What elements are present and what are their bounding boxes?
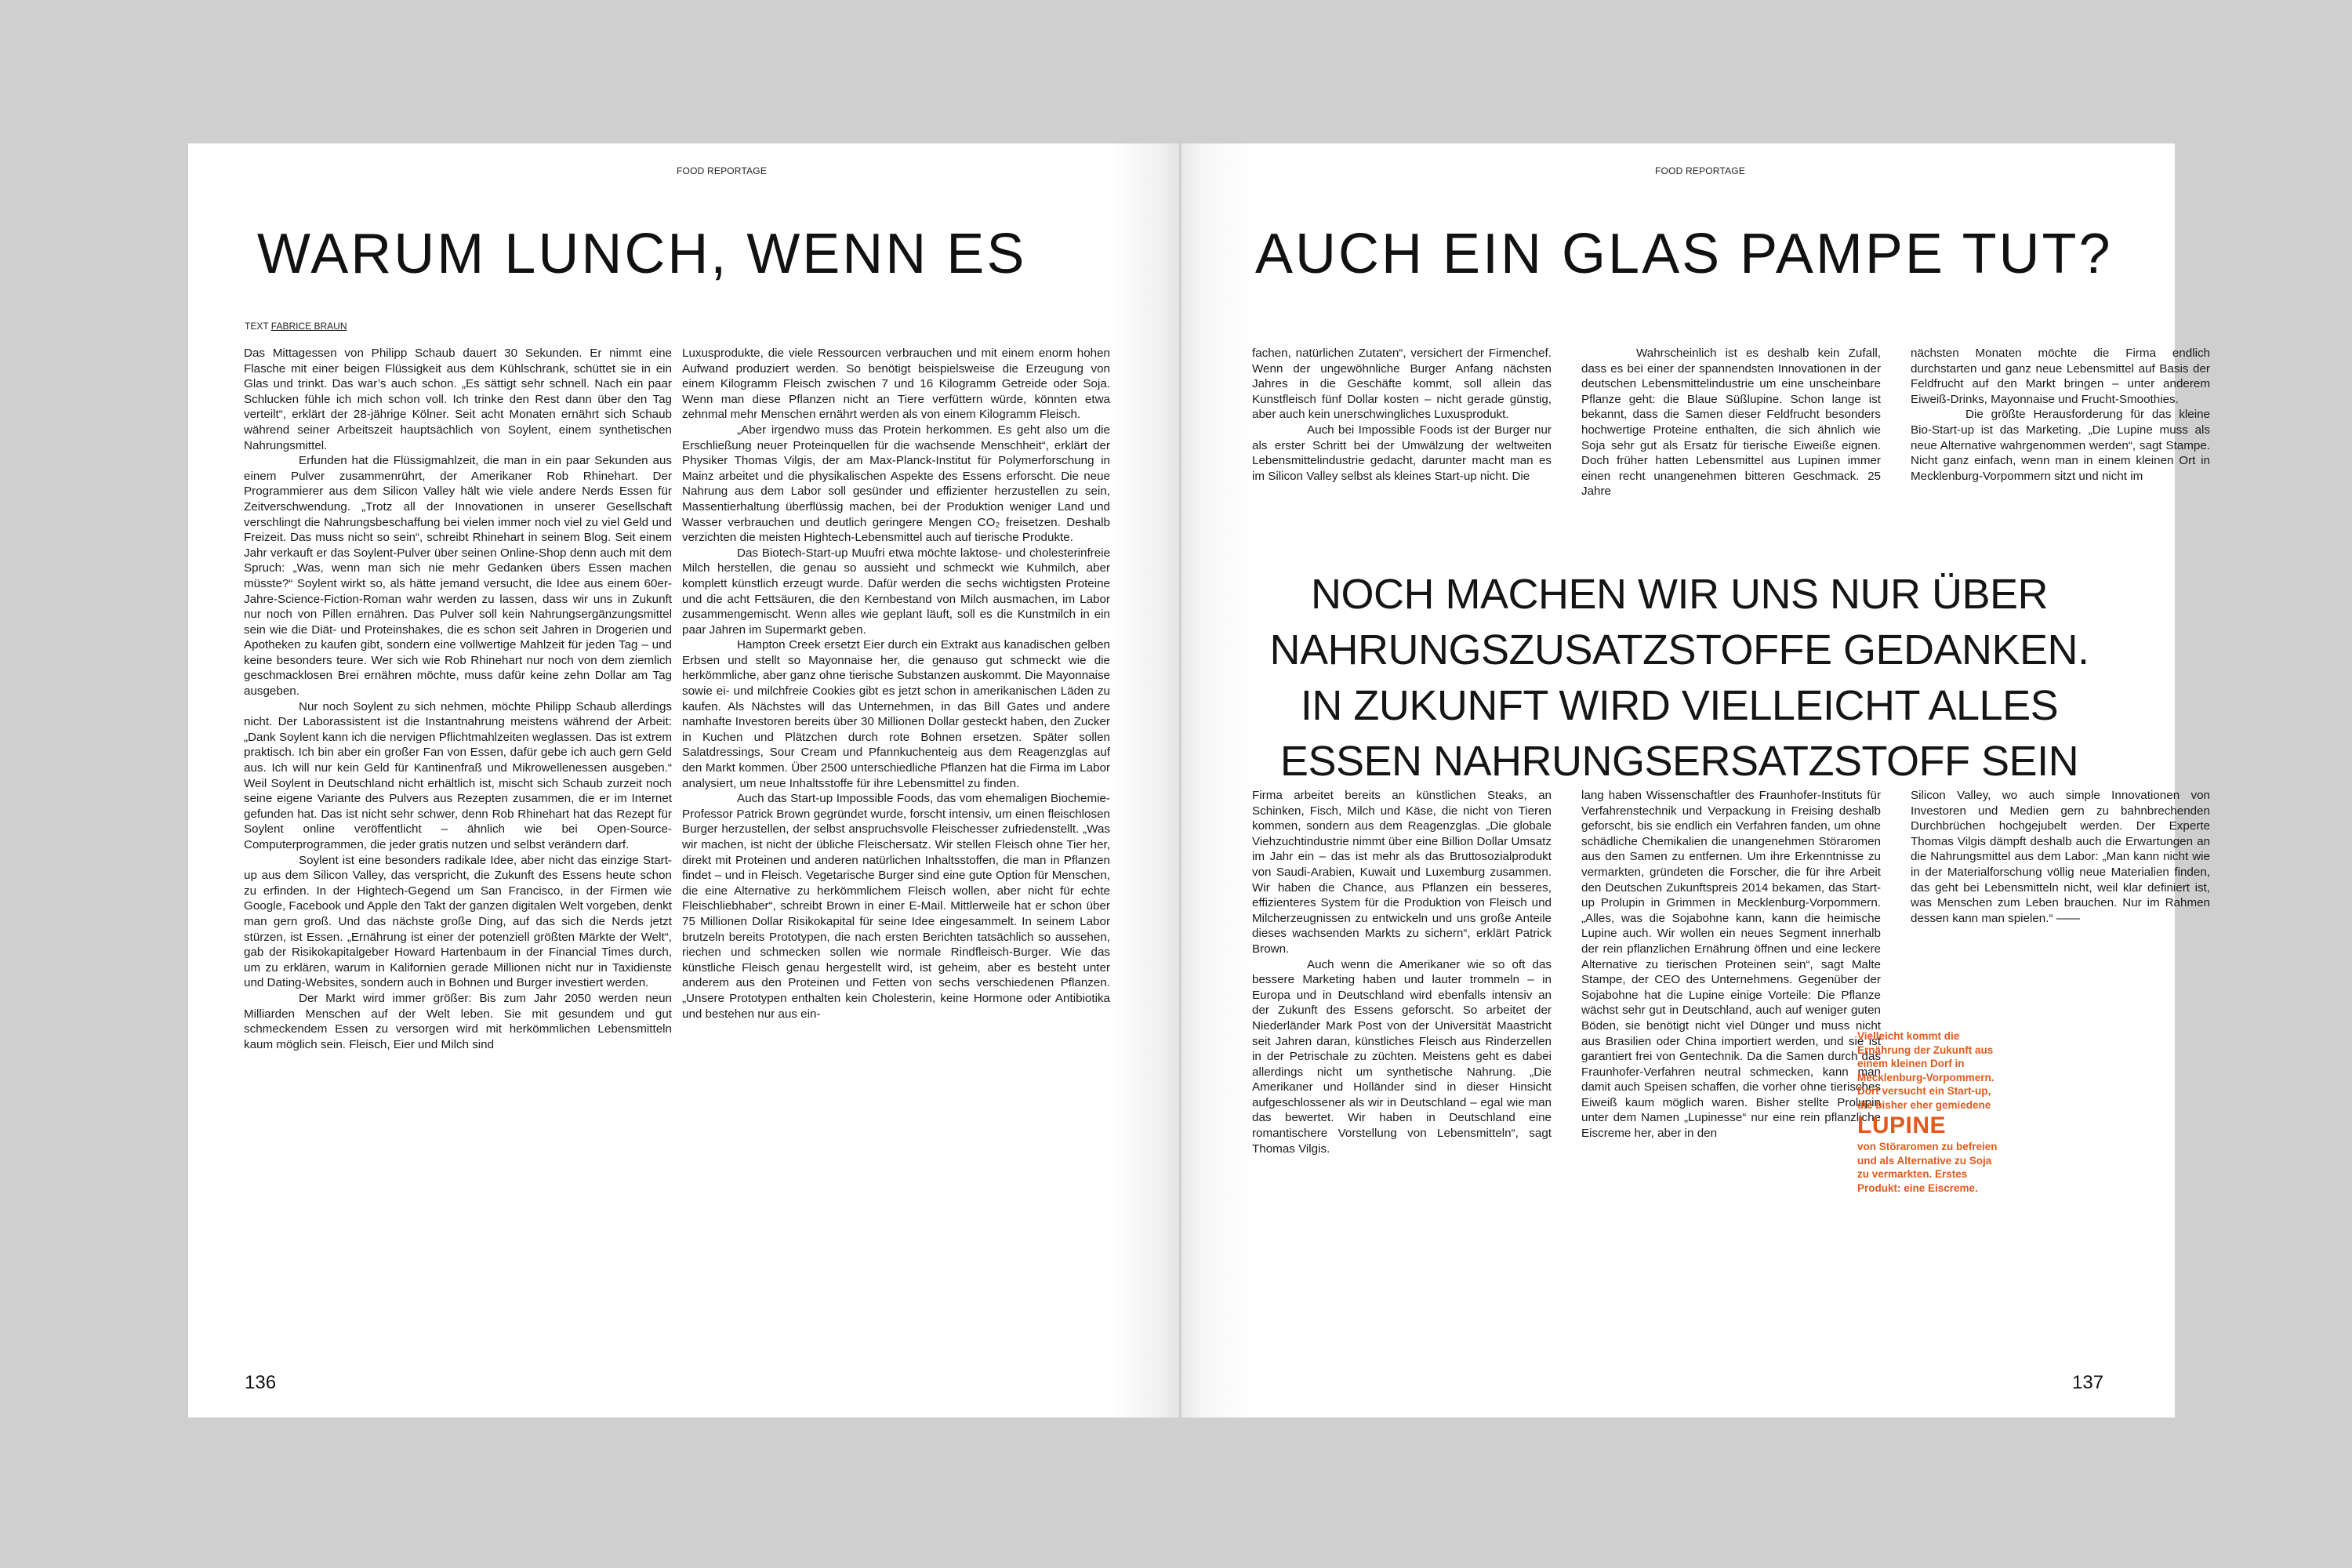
paragraph: Die größte Herausforderung für das kleine Bio-Start-up ist das Marketing. „Die Lupine muss als neue Alternative wahrgenommen werden“, sagt Stampe. Nicht ganz einfach, wenn man in einem kleinen Ort in Mecklenburg-Vorpommern sitzt und nicht im bbox=[1911, 408, 2210, 483]
section-label: FOOD REPORTAGE bbox=[677, 165, 768, 176]
paragraph: Auch bei Impossible Foods ist der Burger nur als erster Schritt bei der Umwälzung der weltweiten Lebensmittelindustrie gedacht, darunter macht man es im Silicon Valley selbst als kleines Start-up nicht. Die bbox=[1252, 423, 1552, 483]
paragraph: Auch das Start-up Impossible Foods, das vom ehemaligen Biochemie-Professor Patrick Brown gegründet wurde, forscht intensiv, um einen fleischlosen Burger herzustellen, der selbst anspruchsvolle Fleischesser zufriedenstellt. „Was wir machen, ist nicht der übliche Fleischersatz. Wir stellen Fleisch ohne Tier her, direkt mit Proteinen und anderen natürlichen Inhaltsstoffen, die man in Pflanzen findet – und in Fleisch. Vegetarische Burger sind eine gute Option für Menschen, die eine Alternative zu herkömmlichem Fleisch wollen, aber nicht für echte Fleischliebhaber“, schreibt Brown in einer E-Mail. Mittlerweile hat er schon über 75 Millionen Dollar Risikokapital für seine Idee eingesammelt. In seinem Labor brutzeln bereits Prototypen, die nach ersten Berichten tatsächlich so aussehen, riechen und schmecken sollen wie normale Rindfleisch-Burger. Wie das künstliche Fleisch genau hergestellt wird, ist geheim, aber es besteht unter anderem aus den Proteinen und Fetten von sechs verschiedenen Pflanzen. „Unsere Prototypen enthalten kein Cholesterin, keine Hormone oder Antibiotika und bestehen nur aus ein- bbox=[682, 792, 1110, 1021]
page-number: 137 bbox=[2072, 1372, 2104, 1393]
paragraph: Das Biotech-Start-up Muufri etwa möchte laktose- und cholesterinfreie Milch herstellen, die genau so aussieht und schmeckt wie Kuhmilch, aber komplett künstlich erzeugt wurde. Dafür werden die sechs wichtigsten Proteine und die acht Fettsäuren, die den Kernbestand von Milch ausmachen, im Labor zusammengemischt. Wenn alles wie geplant läuft, soll es die Kunstmilch in ein paar Jahren im Supermarkt geben. bbox=[682, 546, 1110, 637]
paragraph: Das Mittagessen von Philipp Schaub dauert 30 Sekunden. Er nimmt eine Flasche mit einer beigen Flüssigkeit aus dem Kühlschrank, schüttet sie in ein Glas und trinkt. Das war’s auch schon. „Es sättigt sehr schnell. Nach ein paar Schlucken fühle ich mich schon voll. Ich trinke den Rest dann über den Tag verteilt“, erklärt der 28-jährige Kölner. Seit acht Monaten ernährt sich Schaub während seiner Arbeitszeit hauptsächlich von Soylent, einem synthetischen Nahrungsmittel. bbox=[244, 347, 672, 452]
byline bbox=[245, 321, 347, 332]
paragraph: Soylent ist eine besonders radikale Idee, aber nicht das einzige Start-up aus dem Silicon Valley, das verspricht, die Zukunft des Essens heute schon zu erfinden. In der Hightech-Gegend um San Francisco, in der Firmen wie Google, Facebook und Apple den Takt der ganzen digitalen Welt vorgeben, denkt man gern groß. Und das nächste große Ding, auf das sich die Nerds jetzt stürzen, ist Essen. „Ernährung ist einer der potenziell größten Märkte der Welt“, gab der Risikokapitalgeber Howard Hartenbaum in der Financial Times durch, um zu erklären, warum in Kalifornien gerade Millionen nicht nur in Taxidienste und Dating-Websites, sondern auch in Bohnen und Burger investiert werden. bbox=[244, 853, 672, 990]
pull-quote: NOCH MACHEN WIR UNS NUR ÜBER NAHRUNGSZUSATZSTOFFE GEDANKEN. IN ZUKUNFT WIRD VIELLEICHT ALLES ESSEN NAHRUNGSERSATZSTOFF SEIN bbox=[1269, 571, 2089, 785]
paragraph: „Aber irgendwo muss das Protein herkommen. Es geht also um die Erschließung neuer Proteinquellen für die wachsende Menschheit“, erklärt der Physiker Thomas Vilgis, der am Max-Planck-Institut für Polymerforschung in Mainz arbeitet und die physikalischen Aspekte des Essens erforscht. Die neue Nahrung aus dem Labor soll gesünder und effizienter herzustellen zu sein, Massentierhaltung überflüssig machen, bei der Produktion weniger Land und Wasser verbrauchen und deutlich geringere Mengen CO₂ freisetzen. Deshalb verzichten die meisten Hightech-Lebensmittel auch auf tierische Produkte. bbox=[682, 423, 1110, 545]
page-number: 136 bbox=[245, 1372, 277, 1393]
caption-intro: Vielleicht kommt die Ernährung der Zukunft aus einem kleinen Dorf in Mecklenburg-Vorpommern. Dort versucht ein Start-up, die bisher eher gemiedene bbox=[1857, 1030, 1994, 1111]
text-column-6 bbox=[1911, 788, 2210, 926]
paragraph: fachen, natürlichen Zutaten“, versichert der Firmenchef. Wenn der ungewöhnliche Burger Anfang nächsten Jahres in die Geschäfte kommt, soll allein das Kunstfleisch fünf Dollar kosten – nicht gerade günstig, aber auch kein unerschwingliches Luxusprodukt. bbox=[1252, 347, 1552, 422]
text-column-1 bbox=[244, 346, 672, 1052]
caption-highlight: LUPINE bbox=[1857, 1112, 1947, 1138]
text-column-2 bbox=[1581, 346, 1881, 499]
section-label: FOOD REPORTAGE bbox=[1655, 165, 1746, 176]
paragraph: Auch wenn die Amerikaner wie so oft das bessere Marketing haben und lauter trommeln – in Europa und in Deutschland wird ebenfalls intensiv an der Zukunft des Essens geforscht. So arbeitet der Niederländer Mark Post von der Universität Maastricht seit Jahren daran, künstliches Fleisch aus Rinderzellen in der Petrischale zu züchten. Meistens geht es dabei allerdings nicht um synthetische Nahrung. „Die Amerikaner und Holländer sind in dieser Hinsicht aufgeschlossener als wir in Deutschland – egal wie man das bewertet. Wir haben in Deutschland eine romantischere Vorstellung von Lebensmitteln“, sagt Thomas Vilgis. bbox=[1252, 957, 1552, 1156]
left-page bbox=[188, 143, 1179, 1417]
sidebar-caption bbox=[1857, 1029, 2006, 1195]
paragraph: Silicon Valley, wo auch simple Innovationen von Investoren und Medien gern zu bahnbrechenden Durchbrüchen hochgejubelt werden. Der Experte Thomas Vilgis dämpft deshalb auch die Erwartungen an die Nahrungsmittel aus dem Labor: „Man kann nicht wie in der Materialforschung völlig neue Materialien finden, das geht bei Lebensmitteln nicht, weil klar definiert ist, was Menschen zum Leben brauchen. Nur im Rahmen dessen kann man spielen.“ —— bbox=[1911, 789, 2210, 925]
paragraph: lang haben Wissenschaftler des Fraunhofer-Instituts für Verfahrenstechnik und Verpackung in Freising deshalb geforscht, bis sie endlich ein Verfahren fanden, um ohne schädliche Chemikalien die unangenehmen Störaromen aus den Samen zu entfernen. Um ihre Erkenntnisse zu vermarkten, gründeten die Forscher, die für ihre Arbeit den Deutschen Zukunftspreis 2014 bekamen, das Start-up Prolupin in Grimmen in Mecklenburg-Vorpommern. „Alles, was die Sojabohne kann, kann die heimische Lupine auch. Wir wollen ein neues Segment innerhalb der rein pflanzlichen Ernährung öffnen und eine leckere Alternative zu tierischen Proteinen sein“, sagt Malte Stampe, der CEO des Unternehmens. Gegenüber der Sojabohne hat die Lupine einige Vorteile: Die Pflanze wächst sehr gut in Deutschland, auch auf weniger guten Böden, sie benötigt nicht viel Dünger und muss nicht aus Brasilien oder China importiert werden, und sie ist garantiert frei von Gentechnik. Da die Samen durch das Fraunhofer-Verfahren neutral schmecken, kann man damit auch Speisen schaffen, die vorher ohne tierisches Eiweiß kaum möglich waren. Bisher stellte Prolupin unter dem Namen „Lupinesse“ nur eine rein pflanzliche Eiscreme her, aber in den bbox=[1581, 789, 1881, 1141]
byline-prefix: TEXT bbox=[245, 321, 269, 332]
paragraph: Wahrscheinlich ist es deshalb kein Zufall, dass es bei einer der spannendsten Innovationen in der deutschen Lebensmittelindustrie um eine unscheinbare Pflanze geht: die Blaue Süßlupine. Schon lange ist bekannt, dass die Samen dieser Feldfrucht besonders hochwertige Proteine enthalten, die sich ähnlich wie Soja sehr gut als Ersatz für tierische Eiweiße eignen. Doch früher hatten Lebensmittel aus Lupinen immer einen recht unangenehmen bitteren Geschmack. 25 Jahre bbox=[1581, 347, 1881, 499]
paragraph: Hampton Creek ersetzt Eier durch ein Extrakt aus kanadischen gelben Erbsen und stellt so Mayonnaise her, die genauso gut schmeckt wie die herkömmliche, aber ganz ohne tierische Substanzen auskommt. Die Mayonnaise sowie ei- und milchfreie Cookies gibt es jetzt schon in amerikanischen Läden zu kaufen. Als Nächstes will das Unternehmen, in das Bill Gates und andere namhafte Investoren bereits über 30 Millionen Dollar gesteckt haben, den Zucker in Kuchen und Plätzchen durch rote Bohnen ersetzen. Später sollen Salatdressings, Sour Cream und Pfannkuchenteig aus dem Reagenzglas auf den Markt kommen. Über 2500 unterschiedliche Pflanzen hat die Firma im Labor analysiert, um neue Inhaltsstoffe für ihre Lebensmittel zu finden. bbox=[682, 638, 1110, 790]
paragraph: Nur noch Soylent zu sich nehmen, möchte Philipp Schaub allerdings nicht. Der Laborassistent ist die Instantnahrung meistens während der Arbeit: „Dank Soylent kann ich die nervigen Pflichtmahlzeiten weglassen. Das ist extrem praktisch. Ich bin aber ein großer Fan von Essen, dafür gebe ich auch gern Geld aus. Ich will nur kein Geld für Kantinenfraß und Mikrowellenessen ausgeben.“ Weil Soylent in Deutschland nicht erhältlich ist, mischt sich Schaub zurzeit noch seine eigene Variante des Pulvers aus Rezepten zusammen, die er im Internet gefunden hat. Das ist nicht sehr schwer, denn Rob Rhinehart hat das Rezept für Soylent online veröffentlicht – ähnlich wie bei Open-Source-Computerprogrammen, die jeder gratis nutzen und selbst verändern darf. bbox=[244, 699, 672, 851]
paragraph: Erfunden hat die Flüssigmahlzeit, die man in ein paar Sekunden aus einem Pulver zusammenrührt, der Amerikaner Rob Rhinehart. Der Programmierer aus dem Silicon Valley hält wie viele andere Nerds Essen für Zeitverschwendung. „Trotz all der Innovationen in unserer Gesellschaft verschlingt die Nahrungsbeschaffung bei vielen immer noch viel zu viel Geld und Freizeit. Das muss nicht so sein“, schreibt Rhinehart in seinem Blog. Seit einem Jahr verkauft er das Soylent-Pulver über seinen Online-Shop denn auch mit dem Spruch: „Was, wenn man sich nie mehr Gedanken übers Essen machen müsste?“ Soylent wirkt so, als hätte jemand versucht, die Idee aus einem 60er-Jahre-Science-Fiction-Roman wahr werden zu lassen, dass wir uns in Zukunft nur noch von Pillen ernähren. Das Pulver soll kein Nahrungsergänzungsmittel sein wie die Diät- und Proteinshakes, die es schon seit Jahren in Drogerien und Apotheken zu kaufen gibt, sondern eine vollwertige Mahlzeit für jeden Tag – und keine besonders teure. Wer sich wie Rob Rhinehart nur noch von dem ziemlich geschmacklosen Brei ernähren möchte, muss dafür keine zehn Dollar am Tag ausgeben. bbox=[244, 454, 672, 699]
text-column-4 bbox=[1252, 788, 1552, 1156]
text-column-5 bbox=[1581, 788, 1881, 1142]
text-column-3 bbox=[1911, 346, 2210, 484]
text-column-2 bbox=[682, 346, 1110, 1022]
caption-outro: von Störaromen zu befreien und als Alternative zu Soja zu vermarkten. Erstes Produkt: eine Eiscreme. bbox=[1857, 1141, 1998, 1194]
paragraph: Der Markt wird immer größer: Bis zum Jahr 2050 werden neun Milliarden Menschen auf der Welt leben. Sie mit gesundem und gut schmeckendem Essen zu versorgen wird mit herkömmlichen Lebensmitteln kaum möglich sein. Fleisch, Eier und Milch sind bbox=[244, 991, 672, 1051]
right-page bbox=[1181, 143, 2210, 1417]
paragraph: nächsten Monaten möchte die Firma endlich durchstarten und ganz neue Lebensmittel auf Basis der Feldfrucht auf den Markt bringen – unter anderem Eiweiß-Drinks, Mayonnaise und Frucht-Smoothies. bbox=[1911, 347, 2210, 406]
byline-author: FABRICE BRAUN bbox=[270, 321, 347, 332]
headline-part-2: AUCH EIN GLAS PAMPE TUT? bbox=[1255, 223, 2113, 285]
paragraph: Firma arbeitet bereits an künstlichen Steaks, an Schinken, Fisch, Milch und Käse, die nicht von Tieren kommen, sondern aus dem Reagenzglas. „Die globale Viehzuchtindustrie nimmt über eine Billion Dollar Umsatz im Jahr ein – das ist mehr als das Bruttosozialprodukt von Saudi-Arabien, Kuwait und Luxemburg zusammen. Wir haben die Chance, aus Pflanzen ein besseres, effizienteres System für die Produktion von Fleisch und Milcherzeugnissen zu entwickeln und uns große Anteile dieses wachsenden Markts zu sichern“, erklärt Patrick Brown. bbox=[1252, 789, 1552, 956]
paragraph: Luxusprodukte, die viele Ressourcen verbrauchen und mit einem enorm hohen Aufwand produziert werden. So benötigt beispielsweise die Erzeugung von einem Kilogramm Fleisch zwischen 7 und 16 Kilogramm Getreide oder Soja. Wenn man diese Pflanzen nicht an Tiere verfüttern würde, könnten etwa zehnmal mehr Menschen ernährt werden als von einem Kilogramm Fleisch. bbox=[682, 347, 1110, 422]
headline-part-1: WARUM LUNCH, WENN ES bbox=[257, 223, 1027, 285]
text-column-1 bbox=[1252, 346, 1552, 484]
